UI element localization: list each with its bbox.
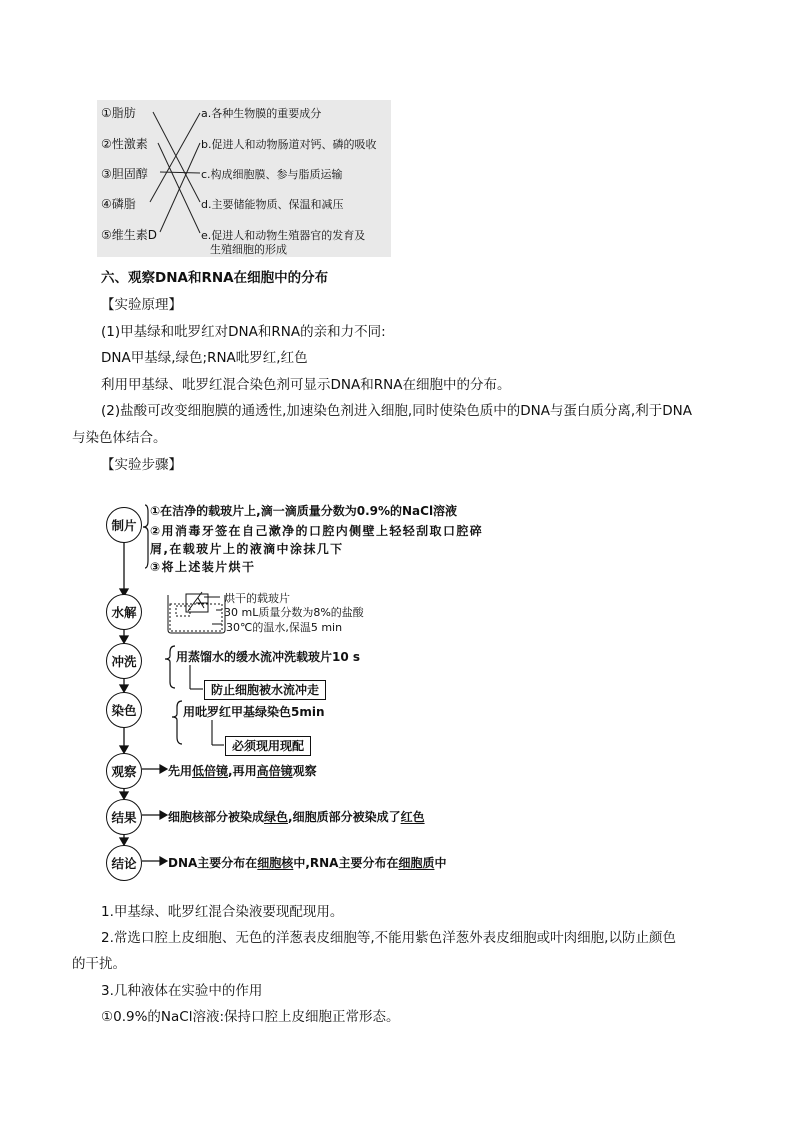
match-right-e: e.促进人和动物生殖器官的发育及 bbox=[201, 229, 366, 242]
hydrolysis-label-water: 30℃的温水,保温5 min bbox=[226, 621, 343, 634]
note-2b: 的干扰。 bbox=[72, 956, 126, 972]
principle-1: (1)甲基绿和吡罗红对DNA和RNA的亲和力不同: bbox=[101, 324, 386, 340]
principle-2b: 与染色体结合。 bbox=[72, 430, 167, 446]
step-ranse: 染色 bbox=[106, 692, 142, 728]
brace-chongxi bbox=[165, 646, 175, 688]
brace-zhipian bbox=[143, 505, 148, 568]
match-left-5: ⑤维生素D bbox=[101, 228, 157, 242]
zhipian-step-2b: 屑,在载玻片上的液滴中涂抹几下 bbox=[150, 542, 344, 556]
note-2a: 2.常选口腔上皮细胞、无色的洋葱表皮细胞等,不能用紫色洋葱外表皮细胞或叶肉细胞,以防止颜色 bbox=[101, 930, 676, 946]
rinse-note-box: 防止细胞被水流冲走 bbox=[204, 680, 326, 700]
match-right-e-cont: 生殖细胞的形成 bbox=[210, 243, 287, 256]
beaker-illustration bbox=[168, 592, 225, 633]
observe-text: 先用低倍镜,再用高倍镜观察 bbox=[168, 764, 317, 778]
match-right-d: d.主要储能物质、保温和减压 bbox=[201, 198, 344, 211]
brace-ranse bbox=[172, 701, 182, 744]
match-left-2: ②性激素 bbox=[101, 137, 148, 151]
result-text: 细胞核部分被染成绿色,细胞质部分被染成了红色 bbox=[168, 810, 425, 824]
match-right-a: a.各种生物膜的重要成分 bbox=[201, 107, 322, 120]
stain-note-box: 必须现用现配 bbox=[225, 736, 311, 756]
conclusion-text: DNA主要分布在细胞核中,RNA主要分布在细胞质中 bbox=[168, 856, 447, 870]
principle-title: 【实验原理】 bbox=[101, 297, 182, 313]
zhipian-step-2a: ②用消毒牙签在自己漱净的口腔内侧壁上轻轻刮取口腔碎 bbox=[150, 524, 484, 538]
hydrolysis-label-slide: 烘干的载玻片 bbox=[224, 592, 290, 605]
match-right-c: c.构成细胞膜、参与脂质运输 bbox=[201, 168, 343, 181]
zhipian-step-1: ①在洁净的载玻片上,滴一滴质量分数为0.9%的NaCl溶液 bbox=[150, 504, 458, 518]
stain-text: 用吡罗红甲基绿染色5min bbox=[183, 705, 325, 719]
note-3: 3.几种液体在实验中的作用 bbox=[101, 983, 263, 999]
note-1: 1.甲基绿、吡罗红混合染液要现配现用。 bbox=[101, 904, 344, 920]
step-guancha: 观察 bbox=[106, 753, 142, 789]
note-4: ①0.9%的NaCl溶液:保持口腔上皮细胞正常形态。 bbox=[101, 1009, 400, 1025]
step-jielun: 结论 bbox=[106, 845, 142, 881]
hydrolysis-label-acid: 30 mL质量分数为8%的盐酸 bbox=[224, 606, 364, 619]
steps-title: 【实验步骤】 bbox=[101, 457, 182, 473]
section-heading: 六、观察DNA和RNA在细胞中的分布 bbox=[101, 270, 329, 286]
match-left-1: ①脂肪 bbox=[101, 106, 136, 120]
step-chongxi: 冲洗 bbox=[106, 643, 142, 679]
step-zhipian: 制片 bbox=[106, 507, 142, 543]
step-jieguo: 结果 bbox=[106, 799, 142, 835]
step-shuijie: 水解 bbox=[106, 594, 142, 630]
principle-1c: 利用甲基绿、吡罗红混合染色剂可显示DNA和RNA在细胞中的分布。 bbox=[101, 377, 511, 393]
principle-1b: DNA甲基绿,绿色;RNA吡罗红,红色 bbox=[101, 350, 308, 366]
match-left-3: ③胆固醇 bbox=[101, 167, 148, 181]
match-left-4: ④磷脂 bbox=[101, 197, 136, 211]
principle-2a: (2)盐酸可改变细胞膜的通透性,加速染色剂进入细胞,同时使染色质中的DNA与蛋白质分离,利于DNA bbox=[101, 403, 692, 419]
match-line-5-b bbox=[160, 143, 200, 232]
zhipian-step-3: ③将上述装片烘干 bbox=[150, 560, 256, 574]
rinse-text: 用蒸馏水的缓水流冲洗载玻片10 s bbox=[176, 650, 361, 664]
match-right-b: b.促进人和动物肠道对钙、磷的吸收 bbox=[201, 138, 377, 151]
